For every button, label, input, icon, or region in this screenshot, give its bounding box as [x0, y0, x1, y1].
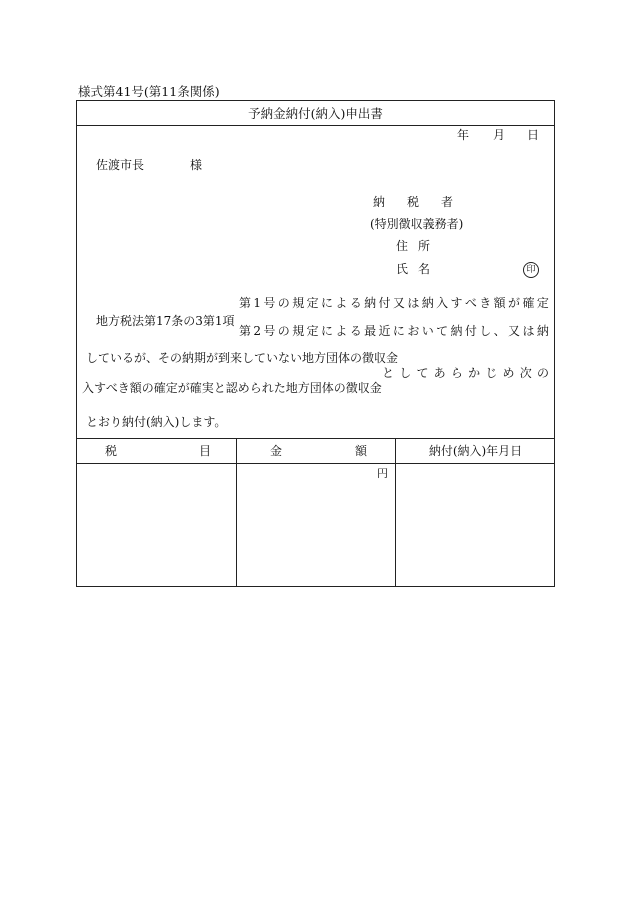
text-char: の — [277, 324, 290, 338]
text-char: は — [407, 296, 420, 310]
law-reference: 地方税法第17条の3第1項 — [96, 314, 235, 328]
taxpayer-label — [373, 196, 453, 208]
option1-line1 — [239, 297, 549, 309]
text-char: る — [349, 296, 362, 310]
text-char: 次 — [519, 366, 532, 380]
text-char: る — [349, 324, 362, 338]
text-char: 規 — [292, 296, 305, 310]
text-char: き — [479, 296, 492, 310]
text-char: 近 — [378, 324, 391, 338]
text-char: 号 — [263, 296, 276, 310]
option2-line2: 入すべき額の確定が確実と認められた地方団体の徴収金 — [82, 381, 382, 395]
text-char: 税 — [406, 195, 419, 209]
text-char: 付 — [378, 296, 391, 310]
text-char: 入 — [436, 296, 449, 310]
text-char: 1 — [253, 296, 262, 310]
text-char: い — [421, 324, 434, 338]
address-label — [396, 240, 430, 252]
addressee-mayor: 佐渡市長 — [96, 158, 145, 172]
text-char: 額 — [493, 296, 506, 310]
text-char: 確 — [522, 296, 535, 310]
text-char: め — [502, 366, 515, 380]
text-char: て — [416, 366, 429, 380]
table-top-border — [77, 438, 554, 439]
table-header-border — [77, 463, 554, 464]
table-column-divider-2 — [395, 438, 396, 586]
header-payment-date: 納付(納入)年月日 — [428, 444, 523, 458]
text-char: 付 — [464, 324, 477, 338]
text-char: 定 — [536, 296, 549, 310]
text-char: の — [277, 296, 290, 310]
header-tax-item-char1: 税 — [105, 444, 118, 458]
text-char: と — [382, 366, 395, 380]
text-char: じ — [485, 366, 498, 380]
text-char: し — [479, 324, 492, 338]
text-char: 納 — [536, 324, 549, 338]
date-year-label: 年 — [457, 128, 470, 142]
text-char: か — [468, 366, 481, 380]
text-char: 又 — [392, 296, 405, 310]
date-day-label: 日 — [527, 128, 540, 142]
text-char: の — [536, 366, 549, 380]
text-char: 又 — [508, 324, 521, 338]
title-divider — [77, 125, 554, 126]
header-amount-char1: 金 — [270, 444, 283, 458]
text-char: 第 — [239, 324, 252, 338]
text-char: 氏 — [396, 262, 409, 276]
text-char: は — [522, 324, 535, 338]
name-label — [396, 263, 430, 275]
table-column-divider-1 — [236, 438, 237, 586]
text-char: 定 — [306, 296, 319, 310]
text-char: し — [399, 366, 412, 380]
text-char: 、 — [493, 324, 506, 338]
text-char: よ — [335, 296, 348, 310]
text-char: 者 — [440, 195, 453, 209]
text-char: 納 — [450, 324, 463, 338]
text-char: 納 — [364, 296, 377, 310]
text-char: お — [407, 324, 420, 338]
text-char: 最 — [364, 324, 377, 338]
text-char: 所 — [417, 239, 430, 253]
text-char: 住 — [396, 239, 409, 253]
text-char: 名 — [417, 262, 430, 276]
yen-unit: 円 — [377, 467, 388, 480]
closing-sentence: とおり納付(納入)します。 — [86, 415, 227, 429]
trailing-phrase — [382, 367, 549, 379]
option2-line1 — [239, 325, 549, 337]
text-char: に — [392, 324, 405, 338]
text-char: 規 — [292, 324, 305, 338]
form-number: 様式第41号(第11条関係) — [78, 84, 220, 99]
date-month-label: 月 — [493, 128, 506, 142]
text-char: 定 — [306, 324, 319, 338]
seal-icon: 印 — [523, 262, 539, 278]
text-char: べ — [464, 296, 477, 310]
special-collector-label: (特別徴収義務者) — [370, 217, 464, 231]
text-char: 納 — [421, 296, 434, 310]
text-char: 第 — [239, 296, 252, 310]
text-char: に — [320, 324, 333, 338]
addressee-honorific: 様 — [190, 158, 203, 172]
header-tax-item-char2: 目 — [199, 444, 212, 458]
text-char: す — [450, 296, 463, 310]
text-char: ら — [450, 366, 463, 380]
text-char: に — [320, 296, 333, 310]
option1-line2: しているが、その納期が到来していない地方団体の徴収金 — [86, 351, 399, 365]
text-char: て — [436, 324, 449, 338]
application-form — [76, 100, 555, 587]
form-title: 予納金納付(納入)申出書 — [248, 106, 383, 121]
text-char: 2 — [253, 324, 262, 338]
text-char: が — [508, 296, 521, 310]
header-amount-char2: 額 — [355, 444, 368, 458]
text-char: 納 — [373, 195, 386, 209]
text-char: あ — [433, 366, 446, 380]
text-char: 号 — [263, 324, 276, 338]
text-char: よ — [335, 324, 348, 338]
